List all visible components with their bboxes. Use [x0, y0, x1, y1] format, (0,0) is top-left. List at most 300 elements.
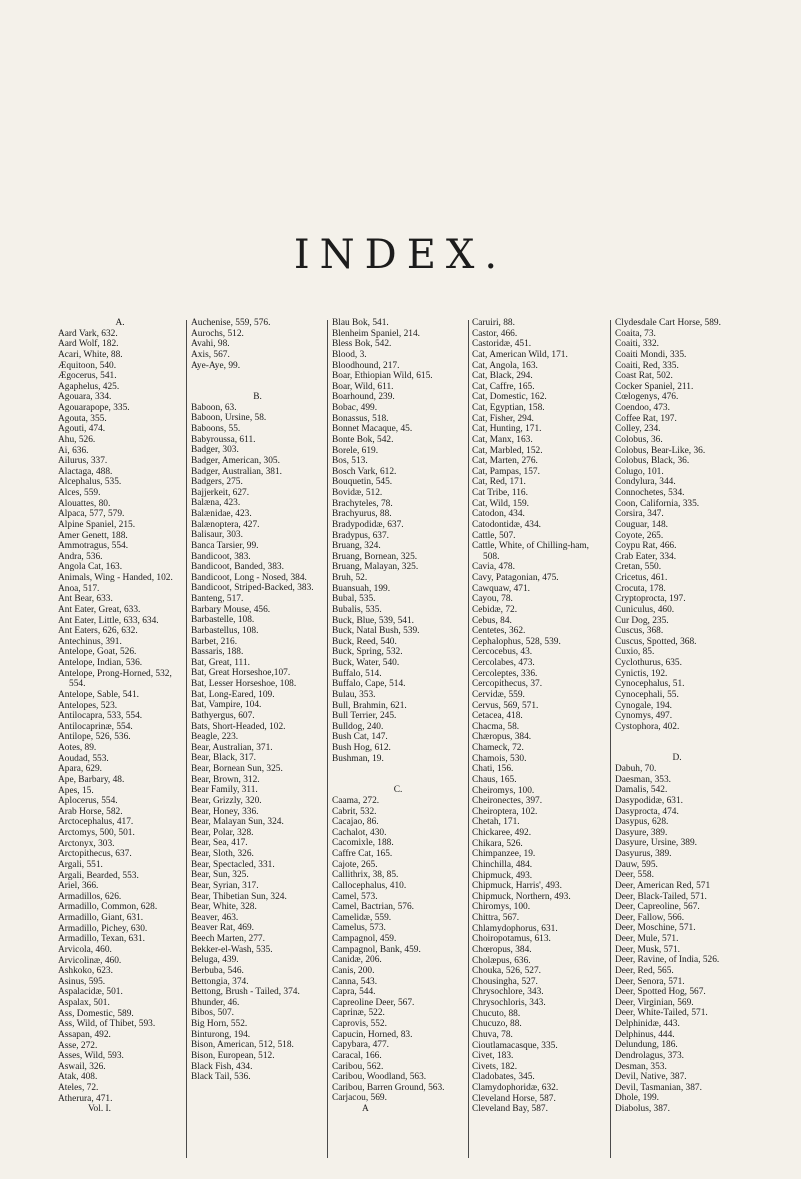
- index-entry: Cynogale, 194.: [615, 700, 673, 711]
- index-entry: Coypu Rat, 466.: [615, 541, 677, 552]
- index-entry: Antelope, Prong-Horned, 532, 554.: [58, 668, 172, 690]
- index-entry: Chuva, 78.: [472, 1029, 513, 1040]
- index-entry: Ass, Wild, of Thibet, 593.: [58, 1019, 156, 1030]
- index-entry: Antelope, Sable, 541.: [58, 689, 139, 700]
- index-entry: Desman, 353.: [615, 1061, 667, 1072]
- index-entry: Deer, Fallow, 566.: [615, 912, 685, 923]
- index-entry: Ahu, 526.: [58, 434, 96, 445]
- index-entry: Bear, Honey, 336.: [191, 806, 259, 817]
- index-column: [191, 318, 324, 1083]
- index-entry: Chucuzo, 88.: [472, 1019, 522, 1030]
- section-letter-heading: C.: [393, 785, 403, 796]
- index-entry: Antelope, Indian, 536.: [58, 658, 143, 668]
- index-column: [332, 318, 464, 1115]
- index-entry: Agaphelus, 425.: [58, 381, 120, 392]
- index-entry: Bear, Grizzly, 320.: [191, 795, 262, 806]
- index-entry: Aye-Aye, 99.: [191, 360, 241, 371]
- index-entry: Cat, Wild, 159.: [472, 498, 529, 509]
- index-entry: Cuscus, Spotted, 368.: [615, 636, 697, 647]
- index-entry: Bush Hog, 612.: [332, 743, 391, 753]
- index-entry: Atherura, 471.: [58, 1093, 113, 1104]
- index-entry: Blau Bok, 541.: [332, 318, 389, 328]
- index-entry: Bat, Lesser Horseshoe, 108.: [191, 679, 297, 689]
- index-entry: Big Horn, 552.: [191, 1019, 248, 1029]
- index-entry: Dasypus, 628.: [615, 817, 669, 828]
- index-entry: Aplocerus, 554.: [58, 796, 118, 807]
- index-entry: Ammotragus, 554.: [58, 541, 129, 552]
- index-entry: Cheironectes, 397.: [472, 796, 543, 807]
- index-entry: Cat, Domestic, 162.: [472, 392, 547, 403]
- index-entry: Bouquetin, 545.: [332, 477, 393, 488]
- index-entry: Barbastelle, 108.: [191, 615, 255, 626]
- index-entry: Antilocaprinæ, 554.: [58, 721, 133, 732]
- index-entry: Cervidæ, 559.: [472, 689, 525, 700]
- index-entry: Bovidæ, 512.: [332, 488, 383, 498]
- index-entry: Caprovis, 552.: [332, 1019, 387, 1029]
- index-entry: Cat, Egyptian, 158.: [472, 403, 545, 413]
- index-entry: Bat, Vampire, 104.: [191, 700, 262, 711]
- index-entry: Bull, Brahmin, 621.: [332, 700, 407, 711]
- index-entry: Animals, Wing - Handed, 102.: [58, 573, 173, 583]
- index-entry: Blood, 3.: [332, 349, 367, 360]
- index-entry: Armadillo, Pichey, 630.: [58, 923, 148, 934]
- index-entry: Cynictis, 192.: [615, 668, 668, 679]
- index-entry: Capybara, 477.: [332, 1040, 390, 1051]
- index-entry: Asses, Wild, 593.: [58, 1051, 124, 1062]
- index-entry: Badger, American, 305.: [191, 455, 280, 466]
- index-entry: Cercopithecus, 37.: [472, 679, 543, 690]
- index-entry: Borele, 619.: [332, 445, 379, 456]
- page-footer-text: A: [362, 1104, 369, 1114]
- index-entry: Bear Family, 311.: [191, 785, 258, 796]
- index-entry: Arvicolinæ, 460.: [58, 955, 122, 966]
- index-entry: Colobus, Bear-Like, 36.: [615, 445, 706, 456]
- index-entry: Boar, Wild, 611.: [332, 381, 394, 392]
- index-entry: Chæropus, 384.: [472, 732, 532, 743]
- page-title: INDEX.: [293, 232, 508, 278]
- index-entry: Corsira, 347.: [615, 509, 664, 520]
- index-entry: Chikara, 526.: [472, 838, 523, 849]
- index-entry: Cleveland Bay, 587.: [472, 1104, 548, 1115]
- index-entry: Banca Tarsier, 99.: [191, 540, 259, 551]
- index-entry: Deer, Musk, 571.: [615, 944, 680, 955]
- index-entry: Cabrit, 532.: [332, 806, 377, 817]
- index-entry: Bear, Sea, 417.: [191, 838, 248, 849]
- index-entry: Ateles, 72.: [58, 1083, 99, 1093]
- index-entry: Camel, 573.: [332, 891, 378, 902]
- index-entry: Bear, Black, 317.: [191, 753, 256, 764]
- index-entry: Civet, 183.: [472, 1051, 514, 1062]
- index-entry: Deer, Spotted Hog, 567.: [615, 987, 706, 998]
- index-entry: Antilope, 526, 536.: [58, 732, 131, 743]
- index-entry: Coaiti Mondi, 335.: [615, 349, 687, 360]
- index-entry: Beluga, 439.: [191, 955, 239, 966]
- index-entry: Crocuta, 178.: [615, 583, 666, 594]
- index-entry: Boarhound, 239.: [332, 392, 395, 403]
- index-entry: Antelope, Goat, 526.: [58, 647, 137, 658]
- index-entry: Chamois, 530.: [472, 753, 527, 764]
- index-entry: Bison, European, 512.: [191, 1050, 275, 1061]
- index-entry: Cocker Spaniel, 211.: [615, 381, 694, 392]
- index-entry: Arctocephalus, 417.: [58, 817, 134, 828]
- index-entry: Chetah, 171.: [472, 817, 520, 828]
- index-entry: Buck, Water, 540.: [332, 658, 400, 668]
- index-entry: Cuxio, 85.: [615, 647, 655, 658]
- index-entry: Bushman, 19.: [332, 753, 384, 764]
- index-entry: Brachyteles, 78.: [332, 498, 393, 509]
- index-entry: Clydesdale Cart Horse, 589.: [615, 318, 721, 328]
- index-entry: Cleveland Horse, 587.: [472, 1093, 556, 1104]
- index-entry: Badger, 303.: [191, 445, 239, 456]
- index-entry: Bat, Great Horseshoe,107.: [191, 668, 291, 679]
- index-entry: Ant Eaters, 626, 632.: [58, 626, 138, 637]
- index-entry: Cercocebus, 43.: [472, 647, 533, 658]
- index-entry: Chickaree, 492.: [472, 828, 532, 838]
- index-entry: Bear, White, 328.: [191, 902, 257, 913]
- index-entry: Capucin, Horned, 83.: [332, 1029, 413, 1040]
- index-columns: [58, 318, 778, 1163]
- index-entry: Delphinus, 444.: [615, 1029, 675, 1040]
- index-entry: Bonte Bok, 542.: [332, 434, 394, 445]
- index-entry: Assapan, 492.: [58, 1029, 111, 1040]
- index-entry: Cat, American Wild, 171.: [472, 349, 568, 360]
- column-divider: [327, 320, 328, 1158]
- index-entry: Coyote, 265.: [615, 530, 664, 541]
- index-entry: Baboon, 63.: [191, 402, 237, 413]
- index-entry: Agouarapope, 335.: [58, 403, 130, 413]
- index-entry: Aotes, 89.: [58, 743, 97, 753]
- index-entry: Cat, Manx, 163.: [472, 434, 533, 445]
- index-entry: Chrysochloris, 343.: [472, 998, 546, 1008]
- index-entry: Bibos, 507.: [191, 1008, 234, 1019]
- section-gap: [191, 371, 324, 392]
- index-entry: Barbastellus, 108.: [191, 625, 259, 636]
- index-entry: Axis, 567.: [191, 349, 230, 360]
- index-entry: Atak, 408.: [58, 1072, 98, 1083]
- index-entry: Ailurus, 337.: [58, 456, 108, 467]
- index-entry: Deer, Moschine, 571.: [615, 923, 696, 934]
- index-entry: Aard Wolf, 182.: [58, 339, 119, 350]
- index-entry: Arab Horse, 582.: [58, 806, 123, 817]
- index-entry: Cricetus, 461.: [615, 573, 668, 583]
- index-entry: Cat, Fisher, 294.: [472, 413, 534, 424]
- index-entry: Deer, American Red, 571: [615, 880, 711, 891]
- index-entry: Banteng, 517.: [191, 594, 244, 604]
- index-entry: Aspalacidæ, 501.: [58, 987, 123, 998]
- index-entry: Cat Tribe, 116.: [472, 488, 528, 498]
- index-entry: Cat, Marten, 276.: [472, 456, 538, 467]
- index-entry: Deer, Black-Tailed, 571.: [615, 891, 707, 902]
- index-entry: Cercoleptes, 336.: [472, 668, 538, 679]
- index-entry: Campagnol, 459.: [332, 934, 397, 944]
- index-entry: Cervus, 569, 571.: [472, 700, 539, 711]
- index-entry: Coon, California, 335.: [615, 498, 700, 509]
- index-entry: Bats, Short-Headed, 102.: [191, 721, 286, 732]
- section-gap: [615, 732, 739, 753]
- index-entry: Cryptoprocta, 197.: [615, 594, 686, 605]
- index-entry: Bless Bok, 542.: [332, 339, 392, 350]
- section-gap: [332, 764, 464, 785]
- index-entry: Cuniculus, 460.: [615, 604, 675, 615]
- index-entry: Argali, 551.: [58, 859, 103, 870]
- index-entry: Cholæpus, 636.: [472, 955, 531, 966]
- index-entry: Cajote, 265.: [332, 859, 378, 870]
- index-entry: Deer, 558.: [615, 870, 654, 881]
- index-entry: Cephalophus, 528, 539.: [472, 636, 561, 647]
- index-entry: Bat, Long-Eared, 109.: [191, 689, 275, 700]
- index-entry: Chacma, 58.: [472, 721, 520, 732]
- index-entry: Cheiroptera, 102.: [472, 806, 538, 817]
- index-entry: Aswail, 326.: [58, 1061, 106, 1072]
- index-entry: Acari, White, 88.: [58, 349, 123, 360]
- index-entry: Cat, Angola, 163.: [472, 360, 538, 371]
- index-entry: Catodon, 434.: [472, 509, 525, 520]
- index-entry: Bos, 513.: [332, 456, 368, 467]
- index-entry: Ass, Domestic, 589.: [58, 1008, 134, 1019]
- index-entry: Agouti, 474.: [58, 424, 106, 435]
- index-entry: Campagnol, Bank, 459.: [332, 944, 421, 955]
- index-entry: Alouattes, 80.: [58, 498, 111, 509]
- index-entry: Aspalax, 501.: [58, 998, 110, 1008]
- index-entry: Cavia, 478.: [472, 562, 515, 573]
- index-entry: Dasypodidæ, 631.: [615, 795, 683, 806]
- index-entry: Cetacea, 418.: [472, 711, 523, 722]
- index-entry: Cat, Black, 294.: [472, 371, 533, 382]
- index-entry: Caprinæ, 522.: [332, 1008, 385, 1019]
- index-entry: Angola Cat, 163.: [58, 562, 123, 573]
- index-entry: Buffalo, Cape, 514.: [332, 679, 406, 690]
- index-entry: Cyclothurus, 635.: [615, 658, 682, 668]
- index-entry: Armadillo, Texan, 631.: [58, 934, 145, 945]
- index-entry: Catodontidæ, 434.: [472, 519, 542, 530]
- index-entry: Balæna, 423.: [191, 498, 241, 509]
- index-entry: Coaita, 73.: [615, 328, 656, 339]
- index-entry: Chlamydophorus, 631.: [472, 923, 558, 934]
- index-entry: Daesman, 353.: [615, 774, 671, 785]
- index-entry: Aoudad, 553.: [58, 753, 109, 764]
- index-entry: Cat, Pampas, 157.: [472, 466, 540, 477]
- index-entry: Caribou, Woodland, 563.: [332, 1072, 427, 1083]
- index-entry: Bobac, 499.: [332, 403, 378, 413]
- index-entry: Cacajao, 86.: [332, 817, 379, 828]
- index-entry: Alactaga, 488.: [58, 466, 113, 477]
- index-entry: Buck, Spring, 532.: [332, 647, 403, 658]
- index-entry: Bull Terrier, 245.: [332, 711, 397, 722]
- index-entry: Bubal, 535.: [332, 594, 376, 605]
- index-entry: Bradypus, 637.: [332, 530, 390, 541]
- index-entry: Cuscus, 368.: [615, 626, 664, 637]
- index-entry: Colley, 234.: [615, 424, 661, 435]
- index-entry: Bruang, Malayan, 325.: [332, 562, 419, 573]
- index-entry: Chittra, 567.: [472, 913, 520, 923]
- index-entry: Bear, Syrian, 317.: [191, 880, 259, 891]
- index-entry: Blenheim Spaniel, 214.: [332, 328, 421, 339]
- index-entry: Deer, Virginian, 569.: [615, 997, 694, 1008]
- index-entry: Cercolabes, 473.: [472, 658, 535, 668]
- index-entry: Bear, Spectacled, 331.: [191, 859, 275, 870]
- column-divider: [610, 320, 611, 1158]
- index-entry: Agouara, 334.: [58, 392, 112, 403]
- index-entry: Balisaur, 303.: [191, 530, 243, 541]
- index-entry: Dauw, 595.: [615, 859, 658, 870]
- index-entry: Deer, Mule, 571.: [615, 934, 679, 944]
- index-entry: Chrysochlore, 343.: [472, 987, 544, 998]
- index-entry: Anoa, 517.: [58, 583, 100, 594]
- index-entry: Cur Dog, 235.: [615, 615, 669, 626]
- index-entry: Cynomys, 497.: [615, 711, 673, 722]
- index-entry: Ashkoko, 623.: [58, 966, 113, 977]
- index-entry: Bandicoot, Striped-Backed, 383.: [191, 583, 314, 594]
- index-entry: Choiropotamus, 613.: [472, 934, 551, 945]
- index-entry: Alcephalus, 535.: [58, 477, 122, 488]
- index-entry: Bear, Bornean Sun, 325.: [191, 764, 283, 774]
- index-entry: Beech Marten, 277.: [191, 934, 265, 944]
- index-entry: Chucuto, 88.: [472, 1008, 521, 1019]
- index-entry: Cat, Red, 171.: [472, 477, 526, 488]
- index-entry: Bear, Thibetian Sun, 324.: [191, 891, 287, 902]
- index-entry: Barbary Mouse, 456.: [191, 604, 271, 615]
- index-entry: Damalis, 542.: [615, 785, 668, 796]
- index-entry: Deer, Red, 565.: [615, 965, 674, 976]
- index-entry: Castor, 466.: [472, 328, 518, 339]
- index-entry: Barbet, 216.: [191, 636, 238, 647]
- index-entry: Coaiti, 332.: [615, 339, 660, 350]
- index-entry: Cœlogenys, 476.: [615, 392, 679, 403]
- index-entry: Bruang, Bornean, 325.: [332, 551, 418, 562]
- index-entry: Dasyure, Ursine, 389.: [615, 838, 698, 849]
- index-entry: Bajjerkeit, 627.: [191, 487, 250, 498]
- index-entry: Bison, American, 512, 518.: [191, 1040, 294, 1051]
- index-entry: Cayou, 78.: [472, 594, 513, 605]
- index-entry: Canis, 200.: [332, 965, 375, 976]
- section-letter-heading: B.: [253, 392, 262, 403]
- index-entry: Beagle, 223.: [191, 732, 239, 743]
- index-entry: Camel, Bactrian, 576.: [332, 902, 415, 913]
- index-entry: Chiromys, 100.: [472, 902, 531, 913]
- index-entry: Alces, 559.: [58, 488, 101, 498]
- index-entry: Buck, Blue, 539, 541.: [332, 615, 415, 626]
- index-entry: Camelus, 573.: [332, 923, 386, 934]
- index-entry: Cynocephali, 55.: [615, 689, 679, 700]
- index-entry: Bubalis, 535.: [332, 604, 382, 615]
- index-entry: Capreoline Deer, 567.: [332, 997, 415, 1008]
- index-entry: Ant Bear, 633.: [58, 594, 113, 605]
- index-entry: Clamydophoridæ, 632.: [472, 1083, 559, 1093]
- index-entry: Chœropus, 384.: [472, 944, 532, 955]
- index-entry: Beaver Rat, 469.: [191, 923, 255, 934]
- index-entry: Caribou, 562.: [332, 1061, 384, 1072]
- index-entry: Apes, 15.: [58, 785, 94, 796]
- index-column: [472, 318, 604, 1115]
- index-entry: Chouka, 526, 527.: [472, 966, 542, 977]
- index-entry: Bosch Vark, 612.: [332, 466, 397, 477]
- index-entry: Callocephalus, 410.: [332, 880, 407, 891]
- index-entry: Arvicola, 460.: [58, 944, 112, 955]
- index-entry: Condylura, 344.: [615, 477, 676, 488]
- index-entry: Camelidæ, 559.: [332, 912, 392, 923]
- index-entry: Caffre Cat, 165.: [332, 849, 393, 859]
- index-entry: Devil, Native, 387.: [615, 1072, 687, 1083]
- index-entry: Bulau, 353.: [332, 689, 376, 700]
- index-entry: Baboons, 55.: [191, 424, 241, 434]
- index-entry: Cawquaw, 471.: [472, 583, 530, 594]
- index-entry: Bulldog, 240.: [332, 721, 384, 732]
- index-entry: Andra, 536.: [58, 551, 103, 562]
- index-entry: Alpine Spaniel, 215.: [58, 519, 136, 530]
- index-entry: Balænoptera, 427.: [191, 519, 260, 530]
- index-entry: Cebus, 84.: [472, 615, 512, 626]
- index-entry: Cebidæ, 72.: [472, 604, 518, 615]
- index-entry: Black Tail, 536.: [191, 1072, 251, 1083]
- index-entry: Chipmuck, 493.: [472, 870, 533, 881]
- index-entry: Colugo, 101.: [615, 466, 664, 477]
- index-entry: Arctomys, 500, 501.: [58, 828, 135, 838]
- index-entry: Buck, Reed, 540.: [332, 636, 397, 647]
- index-entry: Aard Vark, 632.: [58, 328, 118, 339]
- page-footer-text: Vol. I.: [88, 1104, 112, 1115]
- index-entry: Chimpanzee, 19.: [472, 849, 536, 860]
- index-entry: Bhunder, 46.: [191, 997, 240, 1008]
- index-entry: Badgers, 275.: [191, 477, 243, 488]
- index-entry: Bettong, Brush - Tailed, 374.: [191, 987, 300, 998]
- index-entry: Armadillo, Giant, 631.: [58, 913, 144, 923]
- index-entry: Berbuba, 546.: [191, 965, 244, 976]
- index-entry: Castoridæ, 451.: [472, 339, 532, 350]
- index-entry: Caama, 272.: [332, 795, 380, 806]
- index-entry: Delundung, 186.: [615, 1040, 678, 1051]
- index-entry: Dasyurus, 389.: [615, 849, 672, 859]
- index-entry: Dendrolagus, 373.: [615, 1050, 684, 1061]
- index-entry: Bloodhound, 217.: [332, 360, 400, 371]
- index-entry: Dasyure, 389.: [615, 827, 668, 838]
- index-entry: Bassaris, 188.: [191, 647, 244, 658]
- index-entry: Cat, Marbled, 152.: [472, 445, 543, 456]
- index-entry: Black Fish, 434.: [191, 1061, 253, 1072]
- index-column: [58, 318, 182, 1115]
- index-entry: Brachyurus, 88.: [332, 509, 392, 520]
- index-entry: Ant Eater, Great, 633.: [58, 604, 141, 615]
- index-entry: Dabuh, 70.: [615, 764, 657, 774]
- index-entry: Coaiti, Red, 335.: [615, 360, 679, 371]
- index-entry: Deer, Ravine, of India, 526.: [615, 955, 720, 966]
- index-entry: Asinus, 595.: [58, 976, 106, 987]
- index-entry: Diabolus, 387.: [615, 1104, 670, 1114]
- index-entry: Bonnet Macaque, 45.: [332, 424, 413, 435]
- index-entry: Dasyprocta, 474.: [615, 806, 679, 817]
- index-entry: Canidæ, 206.: [332, 955, 382, 966]
- index-entry: Chaus, 165.: [472, 774, 517, 785]
- index-entry: Buffalo, 514.: [332, 668, 382, 679]
- index-entry: Bear, Malayan Sun, 324.: [191, 817, 284, 828]
- index-entry: Colobus, Black, 36.: [615, 456, 690, 467]
- index-entry: Centetes, 362.: [472, 626, 526, 637]
- index-entry: Auchenise, 559, 576.: [191, 318, 271, 328]
- index-entry: Armadillos, 626.: [58, 891, 122, 902]
- index-entry: Aurochs, 512.: [191, 328, 244, 339]
- index-entry: Bradypodidæ, 637.: [332, 519, 404, 530]
- index-entry: Devil, Tasmanian, 387.: [615, 1082, 702, 1093]
- index-entry: Amer Genett, 188.: [58, 530, 128, 541]
- index-entry: Cachalot, 430.: [332, 827, 387, 838]
- index-entry: Bruang, 324.: [332, 541, 381, 552]
- index-entry: Delphinidæ, 443.: [615, 1019, 680, 1029]
- index-entry: Boar, Ethiopian Wild, 615.: [332, 371, 433, 382]
- index-entry: Arctonyx, 303.: [58, 838, 115, 849]
- index-entry: Asse, 272.: [58, 1040, 98, 1051]
- index-entry: Æquitoon, 540.: [58, 360, 117, 371]
- index-entry: Chameck, 72.: [472, 743, 524, 753]
- index-entry: Ape, Barbary, 48.: [58, 774, 125, 785]
